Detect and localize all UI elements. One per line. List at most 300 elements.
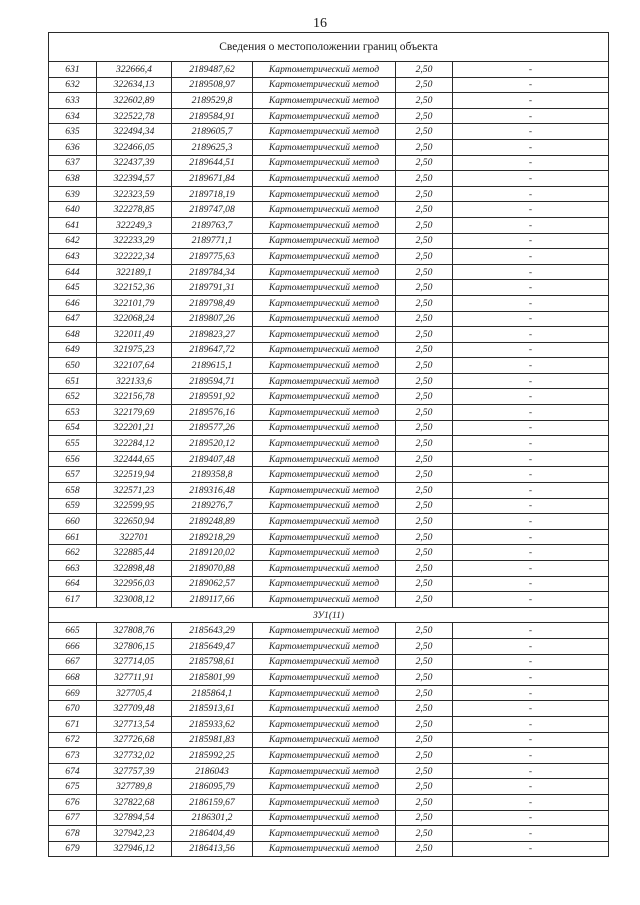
point-number-cell: 668 (49, 670, 97, 686)
table-row (49, 420, 609, 436)
y-coordinate-cell: 2189791,31 (172, 280, 253, 296)
boundary-table (48, 32, 609, 857)
point-number-cell: 631 (49, 62, 97, 78)
x-coordinate-cell: 322323,59 (97, 186, 172, 202)
x-coordinate-cell: 327709,48 (97, 701, 172, 717)
point-number-cell: 664 (49, 576, 97, 592)
table-row (49, 139, 609, 155)
point-number-cell: 639 (49, 186, 97, 202)
table-row (49, 186, 609, 202)
point-number-cell: 670 (49, 701, 97, 717)
description-cell: - (453, 217, 609, 233)
method-cell: Картометрический метод (253, 826, 396, 842)
y-coordinate-cell: 2186095,79 (172, 779, 253, 795)
point-number-cell: 660 (49, 514, 97, 530)
accuracy-cell: 2,50 (396, 561, 453, 577)
boundary-table-container (48, 32, 608, 857)
y-coordinate-cell: 2186043 (172, 763, 253, 779)
method-cell: Картометрический метод (253, 592, 396, 608)
x-coordinate-cell: 322278,85 (97, 202, 172, 218)
table-row (49, 748, 609, 764)
y-coordinate-cell: 2189576,16 (172, 405, 253, 421)
y-coordinate-cell: 2189276,7 (172, 498, 253, 514)
x-coordinate-cell: 322666,4 (97, 62, 172, 78)
table-row (49, 467, 609, 483)
y-coordinate-cell: 2185801,99 (172, 670, 253, 686)
table-row (49, 498, 609, 514)
point-number-cell: 646 (49, 295, 97, 311)
point-number-cell: 641 (49, 217, 97, 233)
method-cell: Картометрический метод (253, 670, 396, 686)
method-cell: Картометрический метод (253, 77, 396, 93)
x-coordinate-cell: 322189,1 (97, 264, 172, 280)
accuracy-cell: 2,50 (396, 171, 453, 187)
description-cell: - (453, 670, 609, 686)
point-number-cell: 654 (49, 420, 97, 436)
accuracy-cell: 2,50 (396, 483, 453, 499)
method-cell: Картометрический метод (253, 233, 396, 249)
method-cell: Картометрический метод (253, 810, 396, 826)
y-coordinate-cell: 2189407,48 (172, 451, 253, 467)
description-cell: - (453, 436, 609, 452)
accuracy-cell: 2,50 (396, 498, 453, 514)
accuracy-cell: 2,50 (396, 576, 453, 592)
description-cell: - (453, 405, 609, 421)
point-number-cell: 672 (49, 732, 97, 748)
method-cell: Картометрический метод (253, 264, 396, 280)
accuracy-cell: 2,50 (396, 420, 453, 436)
accuracy-cell: 2,50 (396, 327, 453, 343)
method-cell: Картометрический метод (253, 389, 396, 405)
y-coordinate-cell: 2189718,19 (172, 186, 253, 202)
method-cell: Картометрический метод (253, 748, 396, 764)
y-coordinate-cell: 2185981,83 (172, 732, 253, 748)
y-coordinate-cell: 2189615,1 (172, 358, 253, 374)
table-title: Сведения о местоположении границ объекта (49, 33, 609, 62)
description-cell: - (453, 249, 609, 265)
table-row (49, 436, 609, 452)
point-number-cell: 676 (49, 794, 97, 810)
point-number-cell: 661 (49, 529, 97, 545)
description-cell: - (453, 342, 609, 358)
description-cell: - (453, 264, 609, 280)
accuracy-cell: 2,50 (396, 93, 453, 109)
description-cell: - (453, 124, 609, 140)
method-cell: Картометрический метод (253, 467, 396, 483)
y-coordinate-cell: 2189591,92 (172, 389, 253, 405)
table-row (49, 514, 609, 530)
section-title: ЗУ1(11) (49, 607, 609, 623)
y-coordinate-cell: 2189775,63 (172, 249, 253, 265)
accuracy-cell: 2,50 (396, 623, 453, 639)
method-cell: Картометрический метод (253, 171, 396, 187)
table-row (49, 108, 609, 124)
x-coordinate-cell: 327714,05 (97, 654, 172, 670)
table-row (49, 826, 609, 842)
x-coordinate-cell: 327806,15 (97, 638, 172, 654)
y-coordinate-cell: 2185992,25 (172, 748, 253, 764)
point-number-cell: 649 (49, 342, 97, 358)
method-cell: Картометрический метод (253, 654, 396, 670)
accuracy-cell: 2,50 (396, 139, 453, 155)
table-row (49, 483, 609, 499)
description-cell: - (453, 186, 609, 202)
table-row (49, 264, 609, 280)
method-cell: Картометрический метод (253, 139, 396, 155)
point-number-cell: 637 (49, 155, 97, 171)
x-coordinate-cell: 327713,54 (97, 716, 172, 732)
method-cell: Картометрический метод (253, 451, 396, 467)
x-coordinate-cell: 322437,39 (97, 155, 172, 171)
table-row (49, 701, 609, 717)
accuracy-cell: 2,50 (396, 685, 453, 701)
point-number-cell: 648 (49, 327, 97, 343)
description-cell: - (453, 779, 609, 795)
accuracy-cell: 2,50 (396, 810, 453, 826)
point-number-cell: 644 (49, 264, 97, 280)
point-number-cell: 669 (49, 685, 97, 701)
point-number-cell: 679 (49, 841, 97, 857)
point-number-cell: 667 (49, 654, 97, 670)
y-coordinate-cell: 2189529,8 (172, 93, 253, 109)
y-coordinate-cell: 2189117,66 (172, 592, 253, 608)
y-coordinate-cell: 2189520,12 (172, 436, 253, 452)
method-cell: Картометрический метод (253, 62, 396, 78)
method-cell: Картометрический метод (253, 779, 396, 795)
x-coordinate-cell: 322519,94 (97, 467, 172, 483)
point-number-cell: 671 (49, 716, 97, 732)
table-row (49, 451, 609, 467)
point-number-cell: 658 (49, 483, 97, 499)
accuracy-cell: 2,50 (396, 264, 453, 280)
method-cell: Картометрический метод (253, 405, 396, 421)
accuracy-cell: 2,50 (396, 732, 453, 748)
method-cell: Картометрический метод (253, 373, 396, 389)
x-coordinate-cell: 322201,21 (97, 420, 172, 436)
method-cell: Картометрический метод (253, 358, 396, 374)
method-cell: Картометрический метод (253, 202, 396, 218)
description-cell: - (453, 841, 609, 857)
description-cell: - (453, 93, 609, 109)
y-coordinate-cell: 2189807,26 (172, 311, 253, 327)
x-coordinate-cell: 327808,76 (97, 623, 172, 639)
method-cell: Картометрический метод (253, 342, 396, 358)
y-coordinate-cell: 2189508,97 (172, 77, 253, 93)
y-coordinate-cell: 2189487,62 (172, 62, 253, 78)
point-number-cell: 675 (49, 779, 97, 795)
description-cell: - (453, 233, 609, 249)
description-cell: - (453, 576, 609, 592)
table-row (49, 763, 609, 779)
x-coordinate-cell: 327732,02 (97, 748, 172, 764)
method-cell: Картометрический метод (253, 280, 396, 296)
description-cell: - (453, 202, 609, 218)
point-number-cell: 659 (49, 498, 97, 514)
description-cell: - (453, 638, 609, 654)
table-row (49, 233, 609, 249)
accuracy-cell: 2,50 (396, 451, 453, 467)
point-number-cell: 678 (49, 826, 97, 842)
accuracy-cell: 2,50 (396, 748, 453, 764)
x-coordinate-cell: 323008,12 (97, 592, 172, 608)
point-number-cell: 662 (49, 545, 97, 561)
x-coordinate-cell: 322179,69 (97, 405, 172, 421)
x-coordinate-cell: 322522,78 (97, 108, 172, 124)
x-coordinate-cell: 327757,39 (97, 763, 172, 779)
description-cell: - (453, 748, 609, 764)
method-cell: Картометрический метод (253, 155, 396, 171)
point-number-cell: 617 (49, 592, 97, 608)
y-coordinate-cell: 2189771,1 (172, 233, 253, 249)
point-number-cell: 674 (49, 763, 97, 779)
y-coordinate-cell: 2189070,88 (172, 561, 253, 577)
y-coordinate-cell: 2189784,34 (172, 264, 253, 280)
x-coordinate-cell: 322233,29 (97, 233, 172, 249)
method-cell: Картометрический метод (253, 794, 396, 810)
accuracy-cell: 2,50 (396, 62, 453, 78)
y-coordinate-cell: 2189120,02 (172, 545, 253, 561)
x-coordinate-cell: 327942,23 (97, 826, 172, 842)
description-cell: - (453, 826, 609, 842)
table-row (49, 155, 609, 171)
point-number-cell: 651 (49, 373, 97, 389)
description-cell: - (453, 654, 609, 670)
point-number-cell: 638 (49, 171, 97, 187)
method-cell: Картометрический метод (253, 108, 396, 124)
table-row (49, 794, 609, 810)
point-number-cell: 645 (49, 280, 97, 296)
table-row (49, 732, 609, 748)
table-row (49, 77, 609, 93)
description-cell: - (453, 77, 609, 93)
description-cell: - (453, 545, 609, 561)
y-coordinate-cell: 2189062,57 (172, 576, 253, 592)
description-cell: - (453, 561, 609, 577)
y-coordinate-cell: 2186404,49 (172, 826, 253, 842)
point-number-cell: 643 (49, 249, 97, 265)
description-cell: - (453, 701, 609, 717)
x-coordinate-cell: 322599,95 (97, 498, 172, 514)
y-coordinate-cell: 2185798,61 (172, 654, 253, 670)
table-row (49, 280, 609, 296)
y-coordinate-cell: 2186159,67 (172, 794, 253, 810)
description-cell: - (453, 139, 609, 155)
method-cell: Картометрический метод (253, 701, 396, 717)
table-row (49, 592, 609, 608)
x-coordinate-cell: 322222,34 (97, 249, 172, 265)
table-row (49, 654, 609, 670)
y-coordinate-cell: 2185933,62 (172, 716, 253, 732)
x-coordinate-cell: 322249,3 (97, 217, 172, 233)
description-cell: - (453, 295, 609, 311)
x-coordinate-cell: 322466,05 (97, 139, 172, 155)
accuracy-cell: 2,50 (396, 295, 453, 311)
method-cell: Картометрический метод (253, 93, 396, 109)
accuracy-cell: 2,50 (396, 77, 453, 93)
x-coordinate-cell: 322701 (97, 529, 172, 545)
description-cell: - (453, 358, 609, 374)
accuracy-cell: 2,50 (396, 779, 453, 795)
x-coordinate-cell: 322602,89 (97, 93, 172, 109)
method-cell: Картометрический метод (253, 217, 396, 233)
description-cell: - (453, 62, 609, 78)
x-coordinate-cell: 322133,6 (97, 373, 172, 389)
x-coordinate-cell: 322634,13 (97, 77, 172, 93)
table-row (49, 623, 609, 639)
description-cell: - (453, 451, 609, 467)
description-cell: - (453, 716, 609, 732)
table-row (49, 249, 609, 265)
description-cell: - (453, 483, 609, 499)
accuracy-cell: 2,50 (396, 670, 453, 686)
table-row (49, 124, 609, 140)
y-coordinate-cell: 2185643,29 (172, 623, 253, 639)
method-cell: Картометрический метод (253, 732, 396, 748)
accuracy-cell: 2,50 (396, 763, 453, 779)
description-cell: - (453, 467, 609, 483)
accuracy-cell: 2,50 (396, 280, 453, 296)
accuracy-cell: 2,50 (396, 794, 453, 810)
accuracy-cell: 2,50 (396, 342, 453, 358)
x-coordinate-cell: 322068,24 (97, 311, 172, 327)
method-cell: Картометрический метод (253, 545, 396, 561)
accuracy-cell: 2,50 (396, 155, 453, 171)
method-cell: Картометрический метод (253, 327, 396, 343)
y-coordinate-cell: 2189625,3 (172, 139, 253, 155)
y-coordinate-cell: 2189671,84 (172, 171, 253, 187)
x-coordinate-cell: 327822,68 (97, 794, 172, 810)
description-cell: - (453, 514, 609, 530)
accuracy-cell: 2,50 (396, 108, 453, 124)
method-cell: Картометрический метод (253, 124, 396, 140)
y-coordinate-cell: 2189798,49 (172, 295, 253, 311)
description-cell: - (453, 498, 609, 514)
table-row (49, 576, 609, 592)
point-number-cell: 663 (49, 561, 97, 577)
point-number-cell: 677 (49, 810, 97, 826)
y-coordinate-cell: 2189358,8 (172, 467, 253, 483)
accuracy-cell: 2,50 (396, 654, 453, 670)
accuracy-cell: 2,50 (396, 405, 453, 421)
x-coordinate-cell: 327894,54 (97, 810, 172, 826)
x-coordinate-cell: 327705,4 (97, 685, 172, 701)
accuracy-cell: 2,50 (396, 249, 453, 265)
point-number-cell: 657 (49, 467, 97, 483)
table-row (49, 670, 609, 686)
method-cell: Картометрический метод (253, 685, 396, 701)
point-number-cell: 665 (49, 623, 97, 639)
description-cell: - (453, 373, 609, 389)
accuracy-cell: 2,50 (396, 373, 453, 389)
x-coordinate-cell: 322156,78 (97, 389, 172, 405)
method-cell: Картометрический метод (253, 841, 396, 857)
method-cell: Картометрический метод (253, 638, 396, 654)
y-coordinate-cell: 2185913,61 (172, 701, 253, 717)
x-coordinate-cell: 327946,12 (97, 841, 172, 857)
point-number-cell: 634 (49, 108, 97, 124)
method-cell: Картометрический метод (253, 498, 396, 514)
x-coordinate-cell: 322107,64 (97, 358, 172, 374)
method-cell: Картометрический метод (253, 529, 396, 545)
x-coordinate-cell: 322284,12 (97, 436, 172, 452)
y-coordinate-cell: 2189594,71 (172, 373, 253, 389)
table-row (49, 561, 609, 577)
y-coordinate-cell: 2189316,48 (172, 483, 253, 499)
description-cell: - (453, 810, 609, 826)
accuracy-cell: 2,50 (396, 701, 453, 717)
accuracy-cell: 2,50 (396, 311, 453, 327)
accuracy-cell: 2,50 (396, 545, 453, 561)
x-coordinate-cell: 322956,03 (97, 576, 172, 592)
description-cell: - (453, 280, 609, 296)
x-coordinate-cell: 322885,44 (97, 545, 172, 561)
x-coordinate-cell: 322101,79 (97, 295, 172, 311)
table-row (49, 202, 609, 218)
description-cell: - (453, 171, 609, 187)
point-number-cell: 656 (49, 451, 97, 467)
x-coordinate-cell: 322494,34 (97, 124, 172, 140)
description-cell: - (453, 420, 609, 436)
y-coordinate-cell: 2189584,91 (172, 108, 253, 124)
x-coordinate-cell: 322394,57 (97, 171, 172, 187)
accuracy-cell: 2,50 (396, 124, 453, 140)
description-cell: - (453, 529, 609, 545)
accuracy-cell: 2,50 (396, 514, 453, 530)
table-row (49, 373, 609, 389)
point-number-cell: 633 (49, 93, 97, 109)
description-cell: - (453, 155, 609, 171)
y-coordinate-cell: 2185864,1 (172, 685, 253, 701)
table-row (49, 358, 609, 374)
accuracy-cell: 2,50 (396, 592, 453, 608)
point-number-cell: 650 (49, 358, 97, 374)
y-coordinate-cell: 2189647,72 (172, 342, 253, 358)
x-coordinate-cell: 327726,68 (97, 732, 172, 748)
table-row (49, 217, 609, 233)
description-cell: - (453, 732, 609, 748)
method-cell: Картометрический метод (253, 295, 396, 311)
accuracy-cell: 2,50 (396, 202, 453, 218)
description-cell: - (453, 763, 609, 779)
section-header-row (49, 607, 609, 623)
description-cell: - (453, 389, 609, 405)
description-cell: - (453, 592, 609, 608)
x-coordinate-cell: 322898,48 (97, 561, 172, 577)
description-cell: - (453, 685, 609, 701)
point-number-cell: 673 (49, 748, 97, 764)
y-coordinate-cell: 2185649,47 (172, 638, 253, 654)
method-cell: Картометрический метод (253, 420, 396, 436)
method-cell: Картометрический метод (253, 249, 396, 265)
description-cell: - (453, 327, 609, 343)
x-coordinate-cell: 327711,91 (97, 670, 172, 686)
x-coordinate-cell: 322444,65 (97, 451, 172, 467)
accuracy-cell: 2,50 (396, 467, 453, 483)
table-row (49, 327, 609, 343)
table-row (49, 171, 609, 187)
x-coordinate-cell: 322011,49 (97, 327, 172, 343)
accuracy-cell: 2,50 (396, 186, 453, 202)
method-cell: Картометрический метод (253, 436, 396, 452)
description-cell: - (453, 108, 609, 124)
table-row (49, 810, 609, 826)
y-coordinate-cell: 2186301,2 (172, 810, 253, 826)
accuracy-cell: 2,50 (396, 529, 453, 545)
x-coordinate-cell: 321975,23 (97, 342, 172, 358)
y-coordinate-cell: 2189577,26 (172, 420, 253, 436)
point-number-cell: 647 (49, 311, 97, 327)
y-coordinate-cell: 2189644,51 (172, 155, 253, 171)
